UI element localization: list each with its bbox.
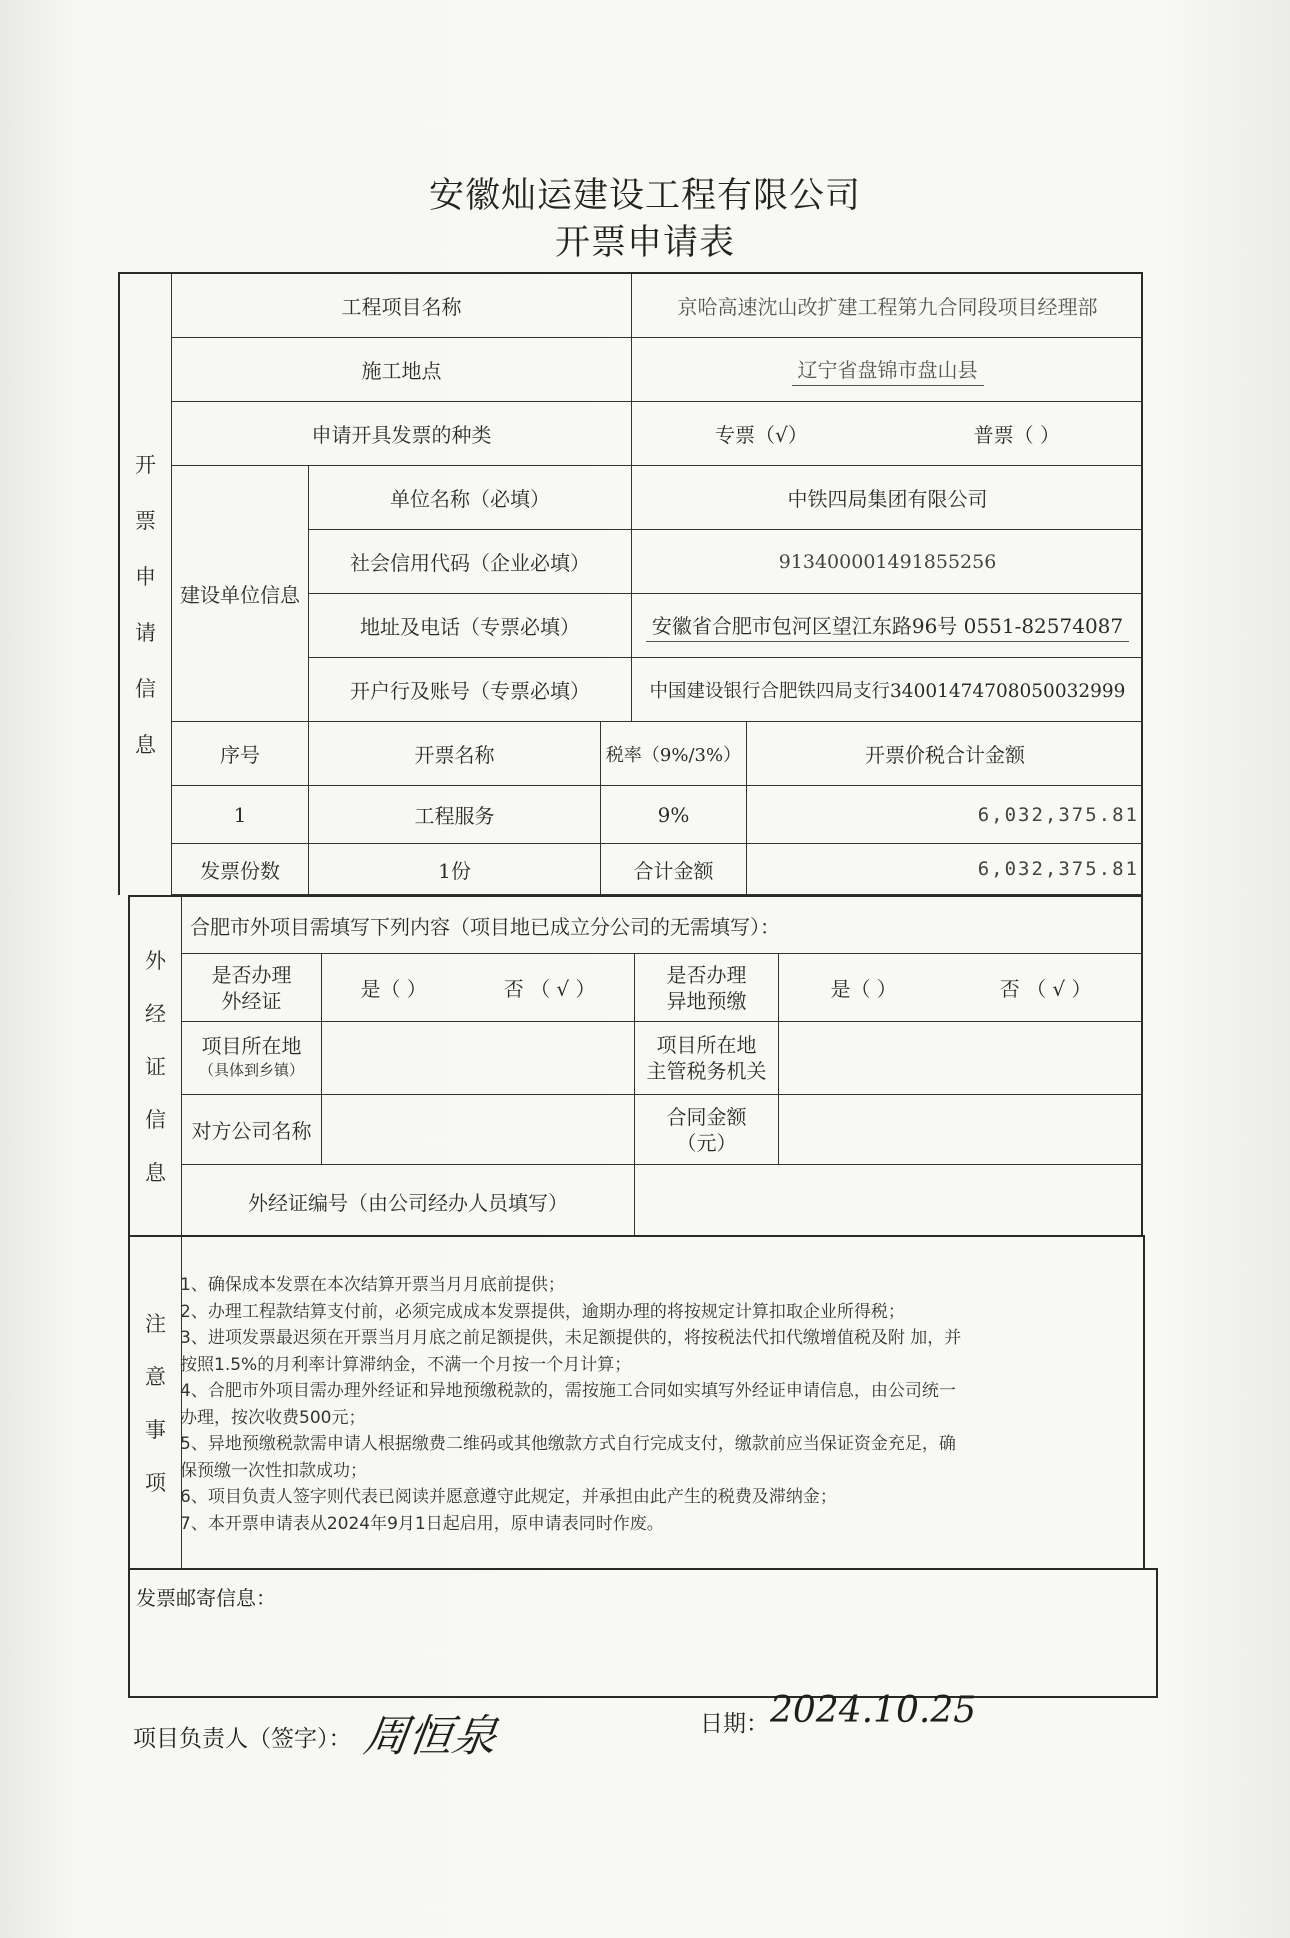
row1-amount: 6,032,375.81 (747, 786, 1143, 844)
mail-info-label: 发票邮寄信息： (136, 1586, 276, 1610)
need-cert-no: 否 （ √ ） (503, 977, 596, 1001)
site-label: 施工地点 (172, 338, 632, 402)
credit-code-value: 913400001491855256 (632, 530, 1143, 594)
tax-office-value (779, 1022, 1143, 1095)
note-line: 1、确保成本发票在本次结算开票当月月底前提供； (180, 1275, 565, 1295)
contract-amount-value (779, 1095, 1143, 1165)
cert-no-value (635, 1165, 1143, 1237)
external-cert-table (128, 895, 1143, 1237)
address-value: 安徽省合肥市包河区望江东路96号 0551-82574087 (646, 610, 1129, 642)
copies-label: 发票份数 (172, 844, 309, 895)
bank-value: 中国建设银行合肥铁四局支行34001474708050032999 (632, 658, 1143, 722)
site-value: 辽宁省盘锦市盘山县 (792, 354, 984, 386)
address-value-cell (632, 594, 1143, 658)
invoice-type-label: 申请开具发票的种类 (172, 402, 632, 466)
need-prepay-no: 否 （ √ ） (999, 977, 1092, 1001)
note-line: 7、本开票申请表从2024年9月1日起启用，原申请表同时作废。 (180, 1513, 664, 1534)
counterparty-label: 对方公司名称 (182, 1095, 322, 1165)
mail-info-box (128, 1568, 1158, 1698)
need-cert-label: 是否办理 外经证 (182, 954, 322, 1022)
notes-list (180, 1272, 1140, 1537)
note-line: 按照1.5%的月利率计算滞纳金，不满一个月按一个月计算； (180, 1354, 632, 1375)
tax-office-label: 项目所在地 主管税务机关 (635, 1022, 779, 1095)
builder-group-label: 建设单位信息 (172, 466, 309, 722)
need-cert-options (322, 954, 635, 1022)
note-line: 3、进项发票最迟须在开票当月月底之前足额提供，未足额提供的，将按税法代扣代缴增值税及附 加，并 (180, 1328, 962, 1348)
notes-section-side-label: 注 意 事 项 (130, 1237, 182, 1570)
need-prepay-label: 是否办理 异地预缴 (635, 954, 779, 1022)
note-line: 保预缴一次性扣款成功； (180, 1460, 367, 1481)
unit-name-label: 单位名称（必填） (309, 466, 632, 530)
cert-no-label: 外经证编号（由公司经办人员填写） (182, 1165, 635, 1237)
need-prepay-options (779, 954, 1143, 1022)
project-name-label: 工程项目名称 (172, 274, 632, 338)
normal-invoice-option: 普票（ ） (973, 423, 1061, 447)
address-label: 地址及电话（专票必填） (309, 594, 632, 658)
contract-amount-label: 合同金额 （元） (635, 1095, 779, 1165)
manager-signature: 周恒泉 (360, 1711, 500, 1762)
invoice-section-side-label: 开 票 申 请 信 息 (120, 274, 172, 895)
col-amount-header: 开票价税合计金额 (747, 722, 1143, 786)
copies-value: 1份 (309, 844, 601, 895)
project-name-value: 京哈高速沈山改扩建工程第九合同段项目经理部 (632, 274, 1143, 338)
project-location-value (322, 1022, 635, 1095)
total-value: 6,032,375.81 (747, 844, 1143, 895)
manager-sign-label: 项目负责人（签字）： (133, 1726, 352, 1752)
need-cert-yes: 是（ ） (360, 977, 427, 1001)
need-prepay-yes: 是（ ） (830, 977, 897, 1001)
row1-name: 工程服务 (309, 786, 601, 844)
form-title: 开票申请表 (554, 223, 735, 263)
counterparty-value (322, 1095, 635, 1165)
invoice-type-options (632, 402, 1143, 466)
bank-label: 开户行及账号（专票必填） (309, 658, 632, 722)
invoice-info-table (118, 272, 1143, 895)
col-rate-header: 税率（9%/3%） (601, 722, 747, 786)
project-location-label: 项目所在地 （具体到乡镇） (182, 1022, 322, 1095)
date-label: 日期： (700, 1711, 769, 1737)
note-line: 6、项目负责人签字则代表已阅读并愿意遵守此规定，并承担由此产生的税费及滞纳金； (180, 1487, 837, 1507)
unit-name-value: 中铁四局集团有限公司 (632, 466, 1143, 530)
external-section-side-label: 外 经 证 信 息 (130, 897, 182, 1237)
external-intro: 合肥市外项目需填写下列内容（项目地已成立分公司的无需填写）： (182, 897, 1143, 954)
note-line: 4、合肥市外项目需办理外经证和异地预缴税款的，需按施工合同如实填写外经证申请信息，由公司统一 (180, 1381, 956, 1401)
note-line: 5、异地预缴税款需申请人根据缴费二维码或其他缴款方式自行完成支付，缴款前应当保证资金充足，确 (180, 1434, 956, 1454)
note-line: 办理，按次收费500元； (180, 1407, 366, 1428)
date-value: 2024.10.25 (770, 1690, 977, 1731)
col-name-header: 开票名称 (309, 722, 601, 786)
col-seq-header: 序号 (172, 722, 309, 786)
total-label: 合计金额 (601, 844, 747, 895)
row1-seq: 1 (172, 786, 309, 844)
site-value-cell (632, 338, 1143, 402)
row1-rate: 9% (601, 786, 747, 844)
credit-code-label: 社会信用代码（企业必填） (309, 530, 632, 594)
note-line: 2、办理工程款结算支付前，必须完成成本发票提供，逾期办理的将按规定计算扣取企业所得税； (180, 1301, 905, 1322)
company-title: 安徽灿运建设工程有限公司 (428, 176, 861, 216)
special-invoice-option: 专票（√） (714, 423, 808, 447)
